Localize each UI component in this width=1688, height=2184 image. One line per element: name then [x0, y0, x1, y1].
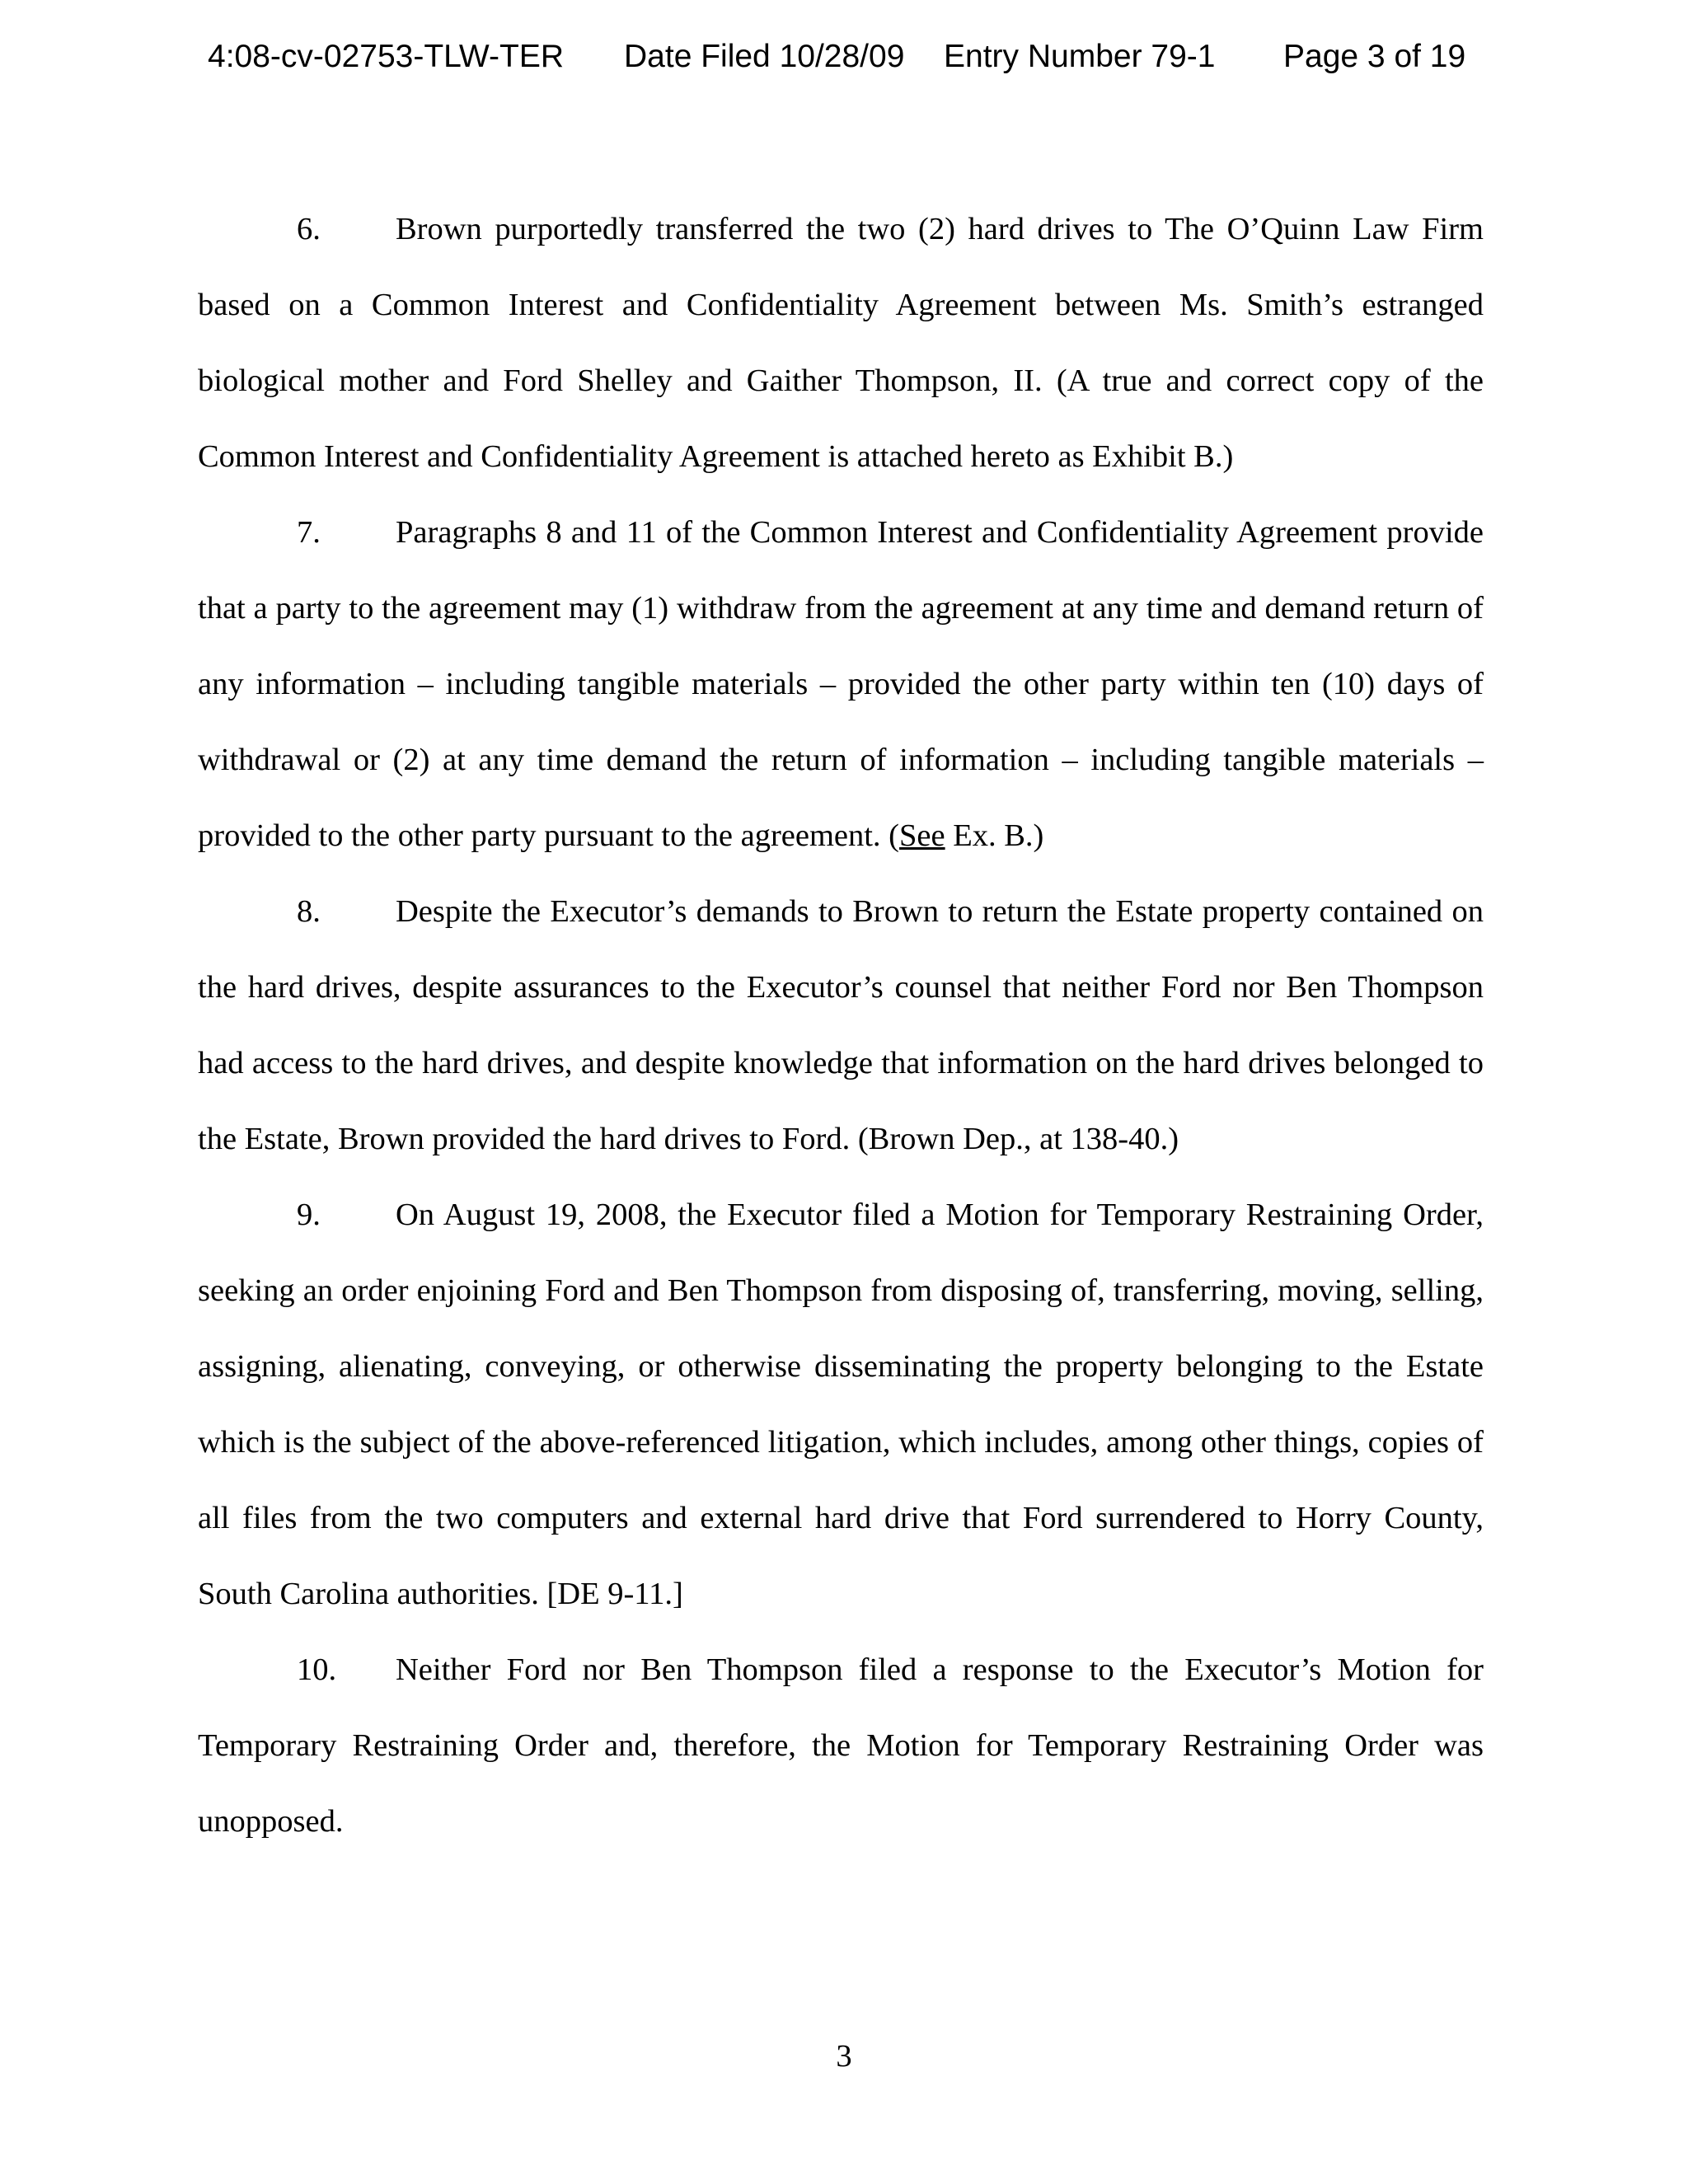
paragraph-text: On August 19, 2008, the Executor filed a Motion for Temporary Restraining Order, seeking an order enjoining Ford and Ben Thompson from disposing of, transferring, moving, selling, assigning, alienating, conveying, or otherwise disseminating the property belonging to the Estate which is the subject of the above-referenced litigation, which includes, among other things, copies of all files from the two computers and external hard drive that Ford surrendered to Horry County, South Carolina authorities. [DE 9-11.] [198, 1197, 1484, 1611]
citation-signal: See [899, 818, 945, 853]
paragraph-text: Neither Ford nor Ben Thompson filed a response to the Executor’s Motion for Temporary Restraining Order and, therefore, the Motion for Temporary Restraining Order was unopposed. [198, 1652, 1484, 1839]
date-filed: Date Filed 10/28/09 [624, 39, 905, 74]
paragraph-9 [198, 1177, 1484, 1632]
paragraph-text: Paragraphs 8 and 11 of the Common Interest and Confidentiality Agreement provide that a party to the agreement may (1) withdraw from the agreement at any time and demand return of any information – including tangible materials – provided the other party within ten (10) days of withdrawal or (2) at any time demand the return of information – including tangible materials – provided to the other party pursuant to the agreement. ( [198, 515, 1484, 853]
document-body [198, 191, 1484, 1859]
paragraph-text: Brown purportedly transferred the two (2) hard drives to The O’Quinn Law Firm based on a Common Interest and Confidentiality Agreement between Ms. Smith’s estranged biological mother and Ford Shelley and Gaither Thompson, II. (A true and correct copy of the Common Interest and Confidentiality Agreement is attached hereto as Exhibit B.) [198, 212, 1484, 474]
entry-number: Entry Number 79-1 [944, 39, 1216, 74]
paragraph-10 [198, 1632, 1484, 1859]
paragraph-number: 6. [297, 212, 321, 246]
paragraph-6 [198, 191, 1484, 494]
paragraph-number: 7. [297, 515, 321, 550]
page-of-total: Page 3 of 19 [1283, 39, 1466, 74]
paragraph-text: Despite the Executor’s demands to Brown to return the Estate property contained on the hard drives, despite assurances to the Executor’s counsel that neither Ford nor Ben Thompson had access to the hard drives, and despite knowledge that information on the hard drives belonged to the Estate, Brown provided the hard drives to Ford. (Brown Dep., at 138-40.) [198, 894, 1484, 1156]
case-number: 4:08-cv-02753-TLW-TER [208, 39, 565, 74]
paragraph-number: 8. [297, 894, 321, 929]
page-number: 3 [836, 2039, 852, 2074]
paragraph-7 [198, 494, 1484, 874]
filing-header [208, 36, 1493, 77]
paragraph-number: 10. [297, 1652, 337, 1687]
paragraph-text-end: Ex. B.) [945, 818, 1044, 853]
paragraph-8 [198, 874, 1484, 1177]
paragraph-number: 9. [297, 1197, 321, 1232]
